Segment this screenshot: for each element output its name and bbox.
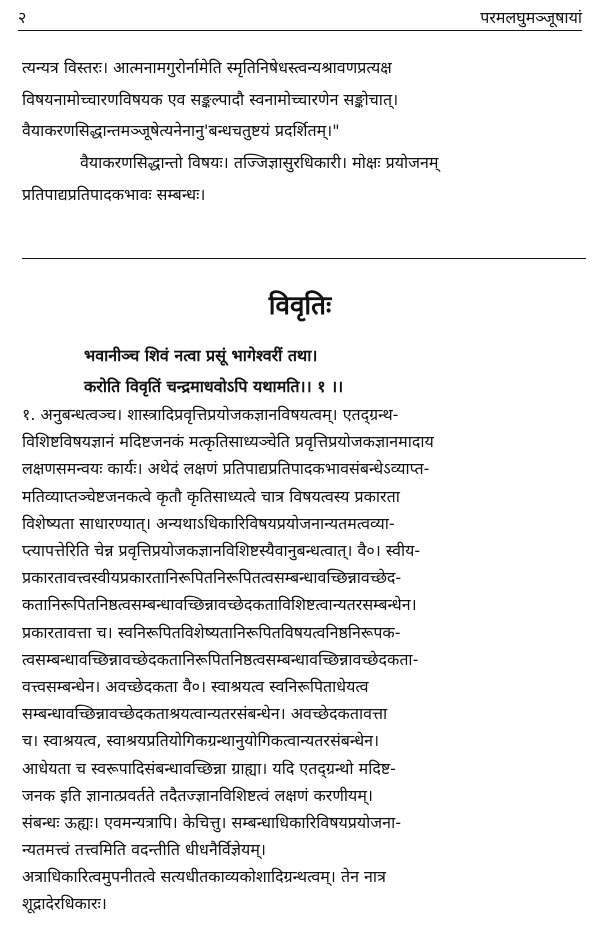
commentary-line: अत्राधिकारित्वमुपनीतत्वे सत्यधीतकाव्यकोशादिग्रन्थत्वम्। तेन नात्र (22, 867, 386, 886)
commentary-line: मतिव्याप्तञ्चेष्टजनकत्वे कृतौ कृतिसाध्यत्वे चात्र विषयत्वस्य प्रकारता (22, 487, 400, 506)
commentary-line: न्यतमत्त्वं तत्त्वमिति वदन्तीति धीधनैर्विज्ञेयम्। (22, 840, 266, 859)
section-divider (22, 258, 586, 259)
commentary-line: शूद्रादेरधिकारः। (22, 894, 107, 913)
commentary-line: प्रकारतावत्त्वस्वीयप्रकारतानिरूपितनिरूपितत्वसम्बन्धावच्छिन्नावच्छेद- (22, 568, 402, 587)
commentary-line: प्त्यापत्तेरिति चेन्न प्रवृत्तिप्रयोजकज्ञानविशिष्टस्यैवानुबन्धत्वात्। वै०। स्वीय- (22, 541, 421, 560)
text-line: प्रतिपाद्यप्रतिपादकभावः सम्बन्धः। (22, 185, 206, 204)
section-heading: विवृतिः (268, 291, 332, 321)
page-header (18, 6, 582, 30)
verse-line: करोति विवृतिं चन्द्रमाधवोऽपि यथामति।। १ ।। (84, 377, 344, 396)
text-line: त्यन्यत्र विस्तरः। आत्मनामगुरोर्नामेति स्मृतिनिषेधस्त्वन्यश्रावणप्रत्यक्ष (22, 58, 392, 77)
commentary-line: विशेष्यता साधारण्यात्। अन्यथाऽधिकारिविषयप्रयोजनान्यतमत्वव्या- (22, 514, 395, 533)
header-rule (18, 30, 582, 31)
commentary-line: आधेयता च स्वरूपादिसंबन्धावच्छिन्ना ग्राह्या। यदि एतद्ग्रन्थो मदिष्ट- (22, 759, 396, 778)
page-number: २ (18, 8, 27, 27)
text-line: वैयाकरणसिद्धान्तो विषयः। तज्जिज्ञासुरधिकारी। मोक्षः प्रयोजनम् (80, 153, 439, 172)
text-line: वैयाकरणसिद्धान्तमञ्जूषेत्यनेनानु'बन्धचतुष्टयं प्रदर्शितम्।" (22, 121, 340, 140)
commentary-line: कतानिरूपितनिष्ठत्वसम्बन्धावच्छिन्नावच्छेदकताविशिष्टत्वान्यतरसम्बन्धेन। (22, 595, 417, 614)
commentary-line: १. अनुबन्धत्वञ्च। शास्त्रादिप्रवृत्तिप्रयोजकज्ञानविषयत्वम्। एतद्ग्रन्थ- (22, 405, 399, 424)
running-head: परमलघुमञ्जूषायां (480, 8, 582, 27)
commentary-line: च। स्वाश्रयत्व, स्वाश्रयप्रतियोगिकग्रन्थानुयोगिकत्वान्यतरसंबन्धेन। (22, 731, 380, 750)
commentary-line: त्वसम्बन्धावच्छिन्नावच्छेदकतानिरूपितनिष्ठत्वसम्बन्धावच्छिन्नावच्छेदकता- (22, 650, 419, 669)
verse-line: भवानीञ्च शिवं नत्वा प्रसूं भागेश्वरीं तथा। (84, 346, 318, 365)
commentary-line: संबन्धः ऊह्यः। एवमन्यत्रापि। केचित्तु। सम्बन्धाधिकारिविषयप्रयोजना- (22, 813, 401, 832)
commentary-line: जनक इति ज्ञानात्प्रवर्तते तदैतज्ज्ञानविशिष्टत्वं लक्षणं करणीयम्। (22, 786, 373, 805)
commentary-line: वत्त्वसम्बन्धेन। अवच्छेदकता वै०। स्वाश्रयत्व स्वनिरूपिताधेयत्व (22, 677, 369, 696)
commentary-line: लक्षणसमन्वयः कार्यः। अथेदं लक्षणं प्रतिपाद्यप्रतिपादकभावसंबन्धेऽव्याप्त- (22, 459, 430, 478)
commentary-line: सम्बन्धावच्छिन्नावच्छेदकताश्रयत्वान्यतरसंबन्धेन। अवच्छेदकतावत्ता (22, 704, 388, 723)
commentary-line: विशिष्टविषयज्ञानं मदिष्टजनकं मत्कृतिसाध्यञ्चेति प्रवृत्तिप्रयोजकज्ञानमादाय (22, 432, 434, 451)
commentary-line: प्रकारतावत्ता च। स्वनिरूपितविशेष्यतानिरूपितविषयत्वनिष्ठनिरूपक- (22, 623, 401, 642)
text-line: विषयनामोच्चारणविषयक एव सङ्कल्पादौ स्वनामोच्चारणेन सङ्कोचात्। (22, 90, 399, 109)
